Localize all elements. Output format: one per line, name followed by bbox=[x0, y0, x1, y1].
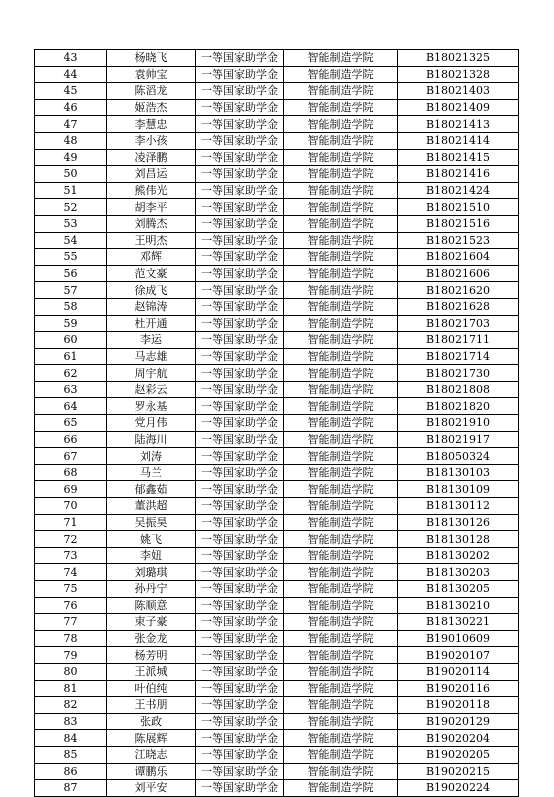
college-cell: 智能制造学院 bbox=[284, 614, 398, 631]
student-name-cell: 徐成飞 bbox=[107, 282, 196, 299]
student-id-cell: B18130126 bbox=[398, 514, 519, 531]
student-id-cell: B18130203 bbox=[398, 564, 519, 581]
table-row bbox=[35, 547, 519, 564]
college-cell: 智能制造学院 bbox=[284, 481, 398, 498]
table-row bbox=[35, 182, 519, 199]
row-number-cell: 64 bbox=[35, 398, 107, 415]
award-type-cell: 一等国家助学金 bbox=[196, 249, 284, 266]
row-number-cell: 87 bbox=[35, 780, 107, 797]
row-number-cell: 77 bbox=[35, 614, 107, 631]
table-row bbox=[35, 597, 519, 614]
award-type-cell: 一等国家助学金 bbox=[196, 647, 284, 664]
college-cell: 智能制造学院 bbox=[284, 348, 398, 365]
row-number-cell: 43 bbox=[35, 50, 107, 67]
table-row bbox=[35, 564, 519, 581]
table-row bbox=[35, 232, 519, 249]
table-row bbox=[35, 663, 519, 680]
student-id-cell: B18021424 bbox=[398, 182, 519, 199]
student-name-cell: 刘昌运 bbox=[107, 166, 196, 183]
table-row bbox=[35, 531, 519, 548]
student-name-cell: 党月伟 bbox=[107, 415, 196, 432]
award-type-cell: 一等国家助学金 bbox=[196, 50, 284, 67]
row-number-cell: 75 bbox=[35, 581, 107, 598]
table-row bbox=[35, 116, 519, 133]
college-cell: 智能制造学院 bbox=[284, 547, 398, 564]
row-number-cell: 83 bbox=[35, 713, 107, 730]
table-row bbox=[35, 398, 519, 415]
college-cell: 智能制造学院 bbox=[284, 298, 398, 315]
student-id-cell: B18021628 bbox=[398, 298, 519, 315]
student-name-cell: 赵彩云 bbox=[107, 381, 196, 398]
award-type-cell: 一等国家助学金 bbox=[196, 630, 284, 647]
student-id-cell: B19020129 bbox=[398, 713, 519, 730]
row-number-cell: 81 bbox=[35, 680, 107, 697]
award-type-cell: 一等国家助学金 bbox=[196, 199, 284, 216]
college-cell: 智能制造学院 bbox=[284, 581, 398, 598]
award-type-cell: 一等国家助学金 bbox=[196, 498, 284, 515]
table-row bbox=[35, 166, 519, 183]
table-row bbox=[35, 498, 519, 515]
award-type-cell: 一等国家助学金 bbox=[196, 547, 284, 564]
row-number-cell: 79 bbox=[35, 647, 107, 664]
student-id-cell: B18021409 bbox=[398, 99, 519, 116]
row-number-cell: 76 bbox=[35, 597, 107, 614]
student-name-cell: 刘腾杰 bbox=[107, 215, 196, 232]
award-type-cell: 一等国家助学金 bbox=[196, 564, 284, 581]
award-type-cell: 一等国家助学金 bbox=[196, 481, 284, 498]
award-type-cell: 一等国家助学金 bbox=[196, 531, 284, 548]
college-cell: 智能制造学院 bbox=[284, 564, 398, 581]
table-row bbox=[35, 348, 519, 365]
row-number-cell: 54 bbox=[35, 232, 107, 249]
row-number-cell: 52 bbox=[35, 199, 107, 216]
student-id-cell: B18130112 bbox=[398, 498, 519, 515]
student-name-cell: 董洪超 bbox=[107, 498, 196, 515]
student-name-cell: 张金龙 bbox=[107, 630, 196, 647]
row-number-cell: 73 bbox=[35, 547, 107, 564]
student-id-cell: B18021910 bbox=[398, 415, 519, 432]
college-cell: 智能制造学院 bbox=[284, 498, 398, 515]
row-number-cell: 55 bbox=[35, 249, 107, 266]
award-type-cell: 一等国家助学金 bbox=[196, 282, 284, 299]
row-number-cell: 72 bbox=[35, 531, 107, 548]
table-row bbox=[35, 199, 519, 216]
college-cell: 智能制造学院 bbox=[284, 697, 398, 714]
student-name-cell: 江晓志 bbox=[107, 746, 196, 763]
student-name-cell: 陈滔龙 bbox=[107, 83, 196, 100]
student-name-cell: 袁帅宝 bbox=[107, 66, 196, 83]
college-cell: 智能制造学院 bbox=[284, 415, 398, 432]
student-name-cell: 姬浩杰 bbox=[107, 99, 196, 116]
table-row bbox=[35, 763, 519, 780]
student-id-cell: B18130202 bbox=[398, 547, 519, 564]
student-id-cell: B19020215 bbox=[398, 763, 519, 780]
college-cell: 智能制造学院 bbox=[284, 431, 398, 448]
student-name-cell: 陆海川 bbox=[107, 431, 196, 448]
table-row bbox=[35, 431, 519, 448]
table-row bbox=[35, 713, 519, 730]
row-number-cell: 63 bbox=[35, 381, 107, 398]
award-type-cell: 一等国家助学金 bbox=[196, 663, 284, 680]
award-type-cell: 一等国家助学金 bbox=[196, 365, 284, 382]
college-cell: 智能制造学院 bbox=[284, 381, 398, 398]
college-cell: 智能制造学院 bbox=[284, 182, 398, 199]
row-number-cell: 69 bbox=[35, 481, 107, 498]
student-name-cell: 姚飞 bbox=[107, 531, 196, 548]
row-number-cell: 80 bbox=[35, 663, 107, 680]
table-row bbox=[35, 680, 519, 697]
student-name-cell: 张政 bbox=[107, 713, 196, 730]
student-name-cell: 王书朋 bbox=[107, 697, 196, 714]
award-type-cell: 一等国家助学金 bbox=[196, 713, 284, 730]
college-cell: 智能制造学院 bbox=[284, 531, 398, 548]
student-id-cell: B18021416 bbox=[398, 166, 519, 183]
row-number-cell: 82 bbox=[35, 697, 107, 714]
award-type-cell: 一等国家助学金 bbox=[196, 66, 284, 83]
student-id-cell: B18021516 bbox=[398, 215, 519, 232]
row-number-cell: 85 bbox=[35, 746, 107, 763]
college-cell: 智能制造学院 bbox=[284, 713, 398, 730]
student-name-cell: 陈顺意 bbox=[107, 597, 196, 614]
award-type-cell: 一等国家助学金 bbox=[196, 431, 284, 448]
student-name-cell: 周宇航 bbox=[107, 365, 196, 382]
award-type-cell: 一等国家助学金 bbox=[196, 780, 284, 797]
table-row bbox=[35, 332, 519, 349]
college-cell: 智能制造学院 bbox=[284, 232, 398, 249]
college-cell: 智能制造学院 bbox=[284, 647, 398, 664]
student-id-cell: B19020224 bbox=[398, 780, 519, 797]
row-number-cell: 45 bbox=[35, 83, 107, 100]
student-id-cell: B19010609 bbox=[398, 630, 519, 647]
row-number-cell: 67 bbox=[35, 448, 107, 465]
student-id-cell: B18130128 bbox=[398, 531, 519, 548]
table-row bbox=[35, 83, 519, 100]
student-id-cell: B18021604 bbox=[398, 249, 519, 266]
award-type-cell: 一等国家助学金 bbox=[196, 597, 284, 614]
student-id-cell: B19020204 bbox=[398, 730, 519, 747]
student-id-cell: B18021415 bbox=[398, 149, 519, 166]
student-id-cell: B18021820 bbox=[398, 398, 519, 415]
row-number-cell: 51 bbox=[35, 182, 107, 199]
college-cell: 智能制造学院 bbox=[284, 514, 398, 531]
table-row bbox=[35, 415, 519, 432]
table-row bbox=[35, 265, 519, 282]
student-id-cell: B19020118 bbox=[398, 697, 519, 714]
award-type-cell: 一等国家助学金 bbox=[196, 116, 284, 133]
table-row bbox=[35, 481, 519, 498]
row-number-cell: 59 bbox=[35, 315, 107, 332]
row-number-cell: 58 bbox=[35, 298, 107, 315]
college-cell: 智能制造学院 bbox=[284, 249, 398, 266]
college-cell: 智能制造学院 bbox=[284, 166, 398, 183]
table-row bbox=[35, 614, 519, 631]
student-name-cell: 刘璐琪 bbox=[107, 564, 196, 581]
award-type-cell: 一等国家助学金 bbox=[196, 215, 284, 232]
college-cell: 智能制造学院 bbox=[284, 215, 398, 232]
student-name-cell: 孙丹宁 bbox=[107, 581, 196, 598]
college-cell: 智能制造学院 bbox=[284, 199, 398, 216]
student-id-cell: B19020107 bbox=[398, 647, 519, 664]
row-number-cell: 44 bbox=[35, 66, 107, 83]
table-row bbox=[35, 315, 519, 332]
college-cell: 智能制造学院 bbox=[284, 116, 398, 133]
award-type-cell: 一等国家助学金 bbox=[196, 132, 284, 149]
student-id-cell: B18021328 bbox=[398, 66, 519, 83]
table-row bbox=[35, 730, 519, 747]
college-cell: 智能制造学院 bbox=[284, 132, 398, 149]
student-name-cell: 李妞 bbox=[107, 547, 196, 564]
college-cell: 智能制造学院 bbox=[284, 398, 398, 415]
award-type-cell: 一等国家助学金 bbox=[196, 581, 284, 598]
row-number-cell: 66 bbox=[35, 431, 107, 448]
student-id-cell: B18021620 bbox=[398, 282, 519, 299]
award-type-cell: 一等国家助学金 bbox=[196, 415, 284, 432]
college-cell: 智能制造学院 bbox=[284, 66, 398, 83]
college-cell: 智能制造学院 bbox=[284, 99, 398, 116]
award-type-cell: 一等国家助学金 bbox=[196, 265, 284, 282]
college-cell: 智能制造学院 bbox=[284, 464, 398, 481]
student-name-cell: 李运 bbox=[107, 332, 196, 349]
student-id-cell: B18021403 bbox=[398, 83, 519, 100]
student-id-cell: B18130109 bbox=[398, 481, 519, 498]
row-number-cell: 49 bbox=[35, 149, 107, 166]
student-name-cell: 束子豪 bbox=[107, 614, 196, 631]
table-row bbox=[35, 647, 519, 664]
student-name-cell: 郁鑫茹 bbox=[107, 481, 196, 498]
college-cell: 智能制造学院 bbox=[284, 50, 398, 67]
student-id-cell: B18021714 bbox=[398, 348, 519, 365]
student-name-cell: 刘平安 bbox=[107, 780, 196, 797]
table-row bbox=[35, 697, 519, 714]
table-row bbox=[35, 215, 519, 232]
college-cell: 智能制造学院 bbox=[284, 83, 398, 100]
award-type-cell: 一等国家助学金 bbox=[196, 746, 284, 763]
table-row bbox=[35, 298, 519, 315]
row-number-cell: 57 bbox=[35, 282, 107, 299]
row-number-cell: 68 bbox=[35, 464, 107, 481]
award-type-cell: 一等国家助学金 bbox=[196, 730, 284, 747]
scholarship-table bbox=[34, 49, 519, 797]
student-name-cell: 范文豪 bbox=[107, 265, 196, 282]
award-type-cell: 一等国家助学金 bbox=[196, 166, 284, 183]
student-name-cell: 李小孩 bbox=[107, 132, 196, 149]
table-row bbox=[35, 780, 519, 797]
table-row bbox=[35, 132, 519, 149]
table-row bbox=[35, 50, 519, 67]
row-number-cell: 70 bbox=[35, 498, 107, 515]
row-number-cell: 61 bbox=[35, 348, 107, 365]
table-row bbox=[35, 381, 519, 398]
student-name-cell: 陈展辉 bbox=[107, 730, 196, 747]
student-id-cell: B18021808 bbox=[398, 381, 519, 398]
award-type-cell: 一等国家助学金 bbox=[196, 464, 284, 481]
student-name-cell: 马兰 bbox=[107, 464, 196, 481]
college-cell: 智能制造学院 bbox=[284, 763, 398, 780]
table-row bbox=[35, 514, 519, 531]
award-type-cell: 一等国家助学金 bbox=[196, 298, 284, 315]
table-row bbox=[35, 249, 519, 266]
award-type-cell: 一等国家助学金 bbox=[196, 448, 284, 465]
award-type-cell: 一等国家助学金 bbox=[196, 315, 284, 332]
student-id-cell: B18021711 bbox=[398, 332, 519, 349]
student-id-cell: B18021606 bbox=[398, 265, 519, 282]
row-number-cell: 62 bbox=[35, 365, 107, 382]
award-type-cell: 一等国家助学金 bbox=[196, 398, 284, 415]
student-name-cell: 凌泽鹏 bbox=[107, 149, 196, 166]
college-cell: 智能制造学院 bbox=[284, 365, 398, 382]
award-type-cell: 一等国家助学金 bbox=[196, 348, 284, 365]
college-cell: 智能制造学院 bbox=[284, 448, 398, 465]
award-type-cell: 一等国家助学金 bbox=[196, 381, 284, 398]
college-cell: 智能制造学院 bbox=[284, 746, 398, 763]
award-type-cell: 一等国家助学金 bbox=[196, 697, 284, 714]
student-name-cell: 王派城 bbox=[107, 663, 196, 680]
college-cell: 智能制造学院 bbox=[284, 149, 398, 166]
award-type-cell: 一等国家助学金 bbox=[196, 763, 284, 780]
award-type-cell: 一等国家助学金 bbox=[196, 614, 284, 631]
row-number-cell: 46 bbox=[35, 99, 107, 116]
college-cell: 智能制造学院 bbox=[284, 315, 398, 332]
student-id-cell: B18130221 bbox=[398, 614, 519, 631]
award-type-cell: 一等国家助学金 bbox=[196, 99, 284, 116]
student-name-cell: 罗永基 bbox=[107, 398, 196, 415]
student-name-cell: 叶伯纯 bbox=[107, 680, 196, 697]
student-id-cell: B18050324 bbox=[398, 448, 519, 465]
row-number-cell: 48 bbox=[35, 132, 107, 149]
student-name-cell: 杨晓飞 bbox=[107, 50, 196, 67]
student-id-cell: B18021413 bbox=[398, 116, 519, 133]
row-number-cell: 78 bbox=[35, 630, 107, 647]
award-type-cell: 一等国家助学金 bbox=[196, 514, 284, 531]
row-number-cell: 47 bbox=[35, 116, 107, 133]
student-id-cell: B18130210 bbox=[398, 597, 519, 614]
award-type-cell: 一等国家助学金 bbox=[196, 83, 284, 100]
student-id-cell: B18021510 bbox=[398, 199, 519, 216]
student-name-cell: 杜开通 bbox=[107, 315, 196, 332]
table-row bbox=[35, 66, 519, 83]
row-number-cell: 65 bbox=[35, 415, 107, 432]
student-id-cell: B18130205 bbox=[398, 581, 519, 598]
award-type-cell: 一等国家助学金 bbox=[196, 680, 284, 697]
award-type-cell: 一等国家助学金 bbox=[196, 149, 284, 166]
college-cell: 智能制造学院 bbox=[284, 780, 398, 797]
student-name-cell: 杨芳明 bbox=[107, 647, 196, 664]
award-type-cell: 一等国家助学金 bbox=[196, 332, 284, 349]
award-type-cell: 一等国家助学金 bbox=[196, 182, 284, 199]
student-id-cell: B19020205 bbox=[398, 746, 519, 763]
student-id-cell: B19020116 bbox=[398, 680, 519, 697]
college-cell: 智能制造学院 bbox=[284, 680, 398, 697]
college-cell: 智能制造学院 bbox=[284, 282, 398, 299]
table-row bbox=[35, 630, 519, 647]
student-id-cell: B19020114 bbox=[398, 663, 519, 680]
row-number-cell: 60 bbox=[35, 332, 107, 349]
student-name-cell: 李慧忠 bbox=[107, 116, 196, 133]
student-name-cell: 王明杰 bbox=[107, 232, 196, 249]
student-id-cell: B18021703 bbox=[398, 315, 519, 332]
student-id-cell: B18130103 bbox=[398, 464, 519, 481]
row-number-cell: 74 bbox=[35, 564, 107, 581]
college-cell: 智能制造学院 bbox=[284, 332, 398, 349]
row-number-cell: 53 bbox=[35, 215, 107, 232]
student-id-cell: B18021917 bbox=[398, 431, 519, 448]
student-id-cell: B18021730 bbox=[398, 365, 519, 382]
row-number-cell: 71 bbox=[35, 514, 107, 531]
student-name-cell: 邓辉 bbox=[107, 249, 196, 266]
college-cell: 智能制造学院 bbox=[284, 630, 398, 647]
student-name-cell: 吴振昊 bbox=[107, 514, 196, 531]
student-name-cell: 马志雄 bbox=[107, 348, 196, 365]
table-row bbox=[35, 448, 519, 465]
student-name-cell: 胡李平 bbox=[107, 199, 196, 216]
student-name-cell: 熊伟光 bbox=[107, 182, 196, 199]
college-cell: 智能制造学院 bbox=[284, 730, 398, 747]
table-row bbox=[35, 365, 519, 382]
table-row bbox=[35, 464, 519, 481]
student-id-cell: B18021523 bbox=[398, 232, 519, 249]
row-number-cell: 56 bbox=[35, 265, 107, 282]
table-row bbox=[35, 581, 519, 598]
student-id-cell: B18021325 bbox=[398, 50, 519, 67]
college-cell: 智能制造学院 bbox=[284, 265, 398, 282]
college-cell: 智能制造学院 bbox=[284, 663, 398, 680]
college-cell: 智能制造学院 bbox=[284, 597, 398, 614]
row-number-cell: 50 bbox=[35, 166, 107, 183]
student-id-cell: B18021414 bbox=[398, 132, 519, 149]
student-name-cell: 刘涛 bbox=[107, 448, 196, 465]
row-number-cell: 84 bbox=[35, 730, 107, 747]
table-row bbox=[35, 99, 519, 116]
table-row bbox=[35, 746, 519, 763]
award-type-cell: 一等国家助学金 bbox=[196, 232, 284, 249]
table-body bbox=[35, 50, 519, 797]
student-name-cell: 赵锦涛 bbox=[107, 298, 196, 315]
student-name-cell: 谭鹏乐 bbox=[107, 763, 196, 780]
table-row bbox=[35, 149, 519, 166]
row-number-cell: 86 bbox=[35, 763, 107, 780]
table-row bbox=[35, 282, 519, 299]
